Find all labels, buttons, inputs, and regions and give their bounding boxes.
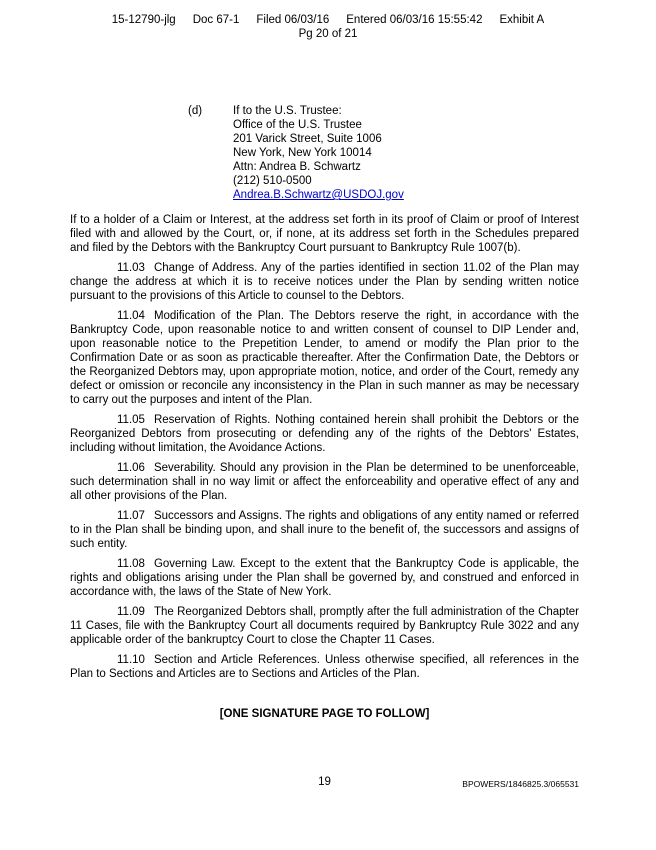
- paragraph-11-07: 11.07 Successors and Assigns. The rights and obligations of any entity named or referred to in the Plan shall be binding upon, and shall inure to the benefit of, the successors and assigns of such entity.: [70, 510, 579, 550]
- filed-date: Filed 06/03/16: [256, 14, 330, 26]
- section-number: 11.10: [117, 654, 145, 666]
- address-line: If to the U.S. Trustee:: [233, 105, 342, 117]
- entered-timestamp: Entered 06/03/16 15:55:42: [346, 14, 483, 26]
- court-filing-header: [0, 0, 656, 41]
- page-number: 19: [318, 776, 331, 788]
- section-number: 11.09: [117, 606, 145, 618]
- address-line: 201 Varick Street, Suite 1006: [233, 133, 382, 145]
- list-item-label: (d): [188, 105, 203, 117]
- section-number: 11.07: [117, 510, 145, 522]
- section-number: 11.06: [117, 462, 145, 474]
- trustee-address: [233, 104, 579, 202]
- paragraph-11-10: 11.10 Section and Article References. Unless otherwise specified, all references in the Plan to Sections and Articles are to Sections and Articles of the Plan.: [70, 654, 579, 680]
- case-number: 15-12790-jlg: [111, 14, 176, 26]
- filing-header-line: [0, 13, 656, 27]
- page-indicator: Pg 20 of 21: [298, 28, 358, 40]
- paragraph-holder-notice: If to a holder of a Claim or Interest, at the address set forth in its proof of Claim or proof of Interest filed with and allowed by the Court, or, if none, at its address set forth in the Schedules prepared and filed by the Debtors with the Bankruptcy Court pursuant to Bankruptcy Rule 1007(b).: [70, 214, 579, 254]
- notice-address-block: [70, 104, 579, 202]
- section-number: 11.05: [117, 414, 145, 426]
- document-body: [70, 104, 579, 721]
- doc-number: Doc 67-1: [192, 14, 240, 26]
- exhibit-label: Exhibit A: [499, 14, 545, 26]
- section-number: 11.08: [117, 558, 145, 570]
- address-line: Attn: Andrea B. Schwartz: [233, 161, 361, 173]
- email-link[interactable]: Andrea.B.Schwartz@USDOJ.gov: [233, 189, 404, 201]
- paragraph-11-08: 11.08 Governing Law. Except to the extent that the Bankruptcy Code is applicable, the rights and obligations arising under the Plan shall be governed by, and construed and enforced in accordance with, the laws of the State of New York.: [70, 558, 579, 598]
- section-number: 11.03: [117, 262, 145, 274]
- paragraph-11-03: 11.03 Change of Address. Any of the parties identified in section 11.02 of the Plan may change the address at which it is to receive notices under the Plan by sending written notice pursuant to the provisions of this Article to counsel to the Debtors.: [70, 262, 579, 302]
- address-line: (212) 510-0500: [233, 175, 312, 187]
- document-reference: BPOWERS/1846825.3/065531: [462, 779, 579, 789]
- section-number: 11.04: [117, 310, 145, 322]
- address-line: New York, New York 10014: [233, 147, 372, 159]
- signature-page-note: [ONE SIGNATURE PAGE TO FOLLOW]: [219, 708, 430, 720]
- address-line: Office of the U.S. Trustee: [233, 119, 362, 131]
- paragraph-11-09: 11.09 The Reorganized Debtors shall, promptly after the full administration of the Chapter 11 Cases, file with the Bankruptcy Court all documents required by Bankruptcy Rule 3022 and any applicable order of the bankruptcy Court to close the Chapter 11 Cases.: [70, 606, 579, 646]
- paragraph-11-06: 11.06 Severability. Should any provision in the Plan be determined to be unenforceable, such determination shall in no way limit or affect the enforceability and operative effect of any and all other provisions of the Plan.: [70, 462, 579, 502]
- paragraph-11-05: 11.05 Reservation of Rights. Nothing contained herein shall prohibit the Debtors or the Reorganized Debtors from prosecuting or defending any of the rights of the Debtors' Estates, including without limitation, the Avoidance Actions.: [70, 414, 579, 454]
- paragraph-11-04: 11.04 Modification of the Plan. The Debtors reserve the right, in accordance with the Bankruptcy Code, upon reasonable notice to and written consent of counsel to DIP Lender and, upon reasonable notice to the Prepetition Lender, to amend or modify the Plan prior to the Confirmation Date or as soon as practicable thereafter. After the Confirmation Date, the Debtors or the Reorganized Debtors may, upon appropriate motion, notice, and order of the Court, remedy any defect or omission or reconcile any inconsistency in the Plan in such manner as may be necessary to carry out the purposes and intent of the Plan.: [70, 310, 579, 406]
